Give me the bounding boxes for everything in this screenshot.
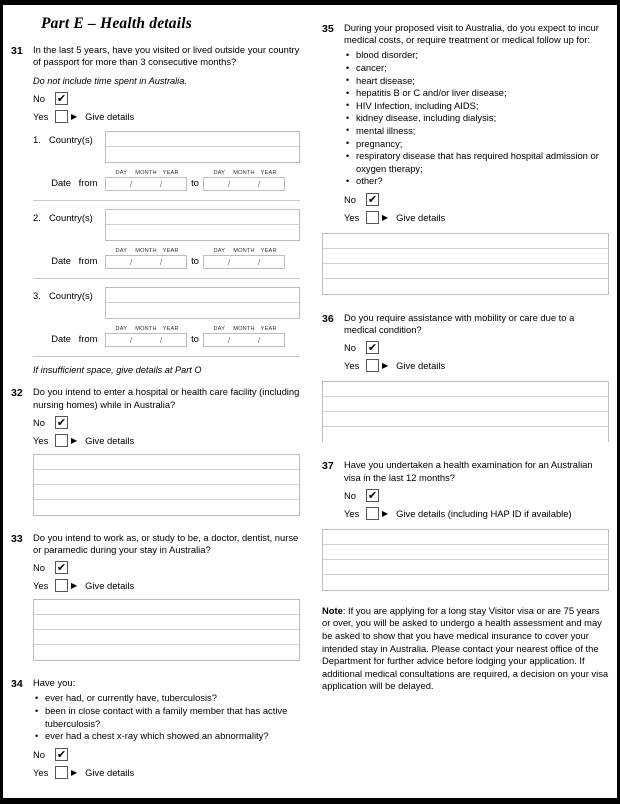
month-caption: MONTH (135, 248, 157, 255)
question-32 (11, 386, 300, 515)
yes-label: Yes (344, 360, 360, 372)
day-caption: DAY (213, 248, 226, 255)
question-number: 33 (11, 532, 23, 545)
question-35 (322, 22, 609, 224)
country-row-3 (33, 287, 300, 319)
no-label: No (33, 748, 45, 760)
country-index: 3. (33, 290, 41, 302)
list-item: • hepatitis B or C and/or liver disease; (344, 87, 609, 100)
year-caption: YEAR (260, 248, 277, 255)
country-row-1 (33, 131, 300, 163)
slash: / (257, 257, 261, 268)
day-caption: DAY (213, 170, 226, 177)
slash: / (129, 257, 133, 268)
answer-no-row[interactable] (33, 92, 300, 105)
question-34 (11, 677, 300, 779)
two-column-layout (3, 5, 617, 798)
date-from-2[interactable] (105, 248, 187, 269)
list-item: • cancer; (344, 62, 609, 75)
slash: / (129, 179, 133, 190)
day-caption: DAY (115, 170, 128, 177)
answer-yes-row[interactable] (344, 507, 609, 520)
yes-label: Yes (33, 580, 49, 592)
yes-label: Yes (344, 211, 360, 223)
date-to-3[interactable] (203, 326, 285, 347)
list-item: • mental illness; (344, 125, 609, 138)
yes-checkbox[interactable] (55, 110, 68, 123)
answer-yes-row[interactable] (344, 359, 609, 372)
no-checkbox[interactable]: ✔ (56, 747, 67, 761)
arrow-right-icon: ▶ (382, 361, 389, 371)
question-37 (322, 459, 609, 519)
answer-yes-row[interactable] (33, 434, 300, 447)
divider (33, 356, 300, 357)
question-text: During your proposed visit to Australia, do you expect to incur medical costs, or require treatment or medical follow up for: (344, 22, 599, 46)
list-item: • blood disorder; (344, 49, 609, 62)
day-caption: DAY (115, 248, 128, 255)
list-item: • kidney disease, including dialysis; (344, 112, 609, 125)
from-label: from (78, 333, 98, 345)
to-label: to (191, 333, 199, 345)
country-label: Country(s) (49, 212, 93, 224)
no-checkbox[interactable]: ✔ (367, 341, 378, 355)
right-column (310, 11, 609, 798)
slash: / (227, 179, 231, 190)
yes-label: Yes (33, 766, 49, 778)
question-number: 31 (11, 45, 23, 57)
answer-box-35[interactable] (322, 233, 609, 295)
yes-checkbox[interactable] (366, 211, 379, 224)
slash: / (257, 335, 261, 346)
list-item: • heart disease; (344, 75, 609, 88)
date-row-1 (33, 170, 300, 191)
give-details-label: Give details (85, 580, 135, 592)
answer-no-row[interactable] (344, 489, 609, 502)
no-checkbox[interactable]: ✔ (56, 92, 67, 106)
give-details-label: Give details (396, 211, 446, 223)
question-hint: Do not include time spent in Australia. (33, 76, 187, 87)
no-checkbox[interactable]: ✔ (367, 192, 378, 206)
month-caption: MONTH (233, 326, 255, 333)
yes-checkbox[interactable] (366, 359, 379, 372)
question-31 (11, 44, 300, 357)
list-item: • other? (344, 175, 609, 188)
no-label: No (33, 416, 45, 428)
from-label: from (78, 177, 98, 189)
give-details-label: Give details (85, 434, 135, 446)
day-caption: DAY (115, 326, 128, 333)
question-text: In the last 5 years, have you visited or lived outside your country of passport for more than 3 consecutive months? (33, 44, 300, 68)
date-to-2[interactable] (203, 248, 285, 269)
note-body: : If you are applying for a long stay Visitor visa or are 75 years or over, you will be asked to undergo a health assessment and may be asked to show that you have medical insurance to cover your intended stay in Australia. Please contact your nearest office of the Department for further advice before lodging your application. If additional medical consultations are required, a decision on your visa application will be delayed. (322, 604, 609, 692)
answer-box-32[interactable] (33, 454, 300, 516)
page-title: Part E – Health details (41, 15, 192, 32)
day-caption: DAY (213, 326, 226, 333)
from-label: from (78, 255, 98, 267)
no-label: No (33, 562, 45, 574)
slash: / (159, 257, 163, 268)
date-from-3[interactable] (105, 326, 187, 347)
arrow-right-icon: ▶ (71, 581, 78, 591)
answer-no-row[interactable] (344, 341, 609, 354)
month-caption: MONTH (233, 248, 255, 255)
divider (33, 278, 300, 279)
give-details-label: Give details (85, 766, 135, 778)
question-text: Do you intend to work as, or study to be, a doctor, dentist, nurse or paramedic during your stay in Australia? (33, 531, 299, 556)
no-checkbox[interactable]: ✔ (367, 488, 378, 502)
arrow-right-icon: ▶ (71, 112, 78, 122)
question-number: 32 (11, 387, 23, 400)
question-text: Have you: (33, 677, 76, 689)
yes-label: Yes (344, 507, 360, 519)
question-number: 34 (11, 678, 23, 691)
country-row-2 (33, 209, 300, 241)
answer-yes-row[interactable] (33, 110, 300, 123)
yes-label: Yes (33, 434, 49, 446)
no-checkbox[interactable]: ✔ (56, 561, 67, 575)
answer-no-row[interactable] (33, 416, 300, 429)
country-label: Country(s) (49, 290, 93, 302)
date-from-1[interactable] (105, 170, 187, 191)
question-text: Do you intend to enter a hospital or health care facility (including nursing homes) while in Australia? (33, 386, 300, 410)
slash: / (129, 335, 133, 346)
question-35-bullets (344, 49, 609, 188)
slash: / (227, 257, 231, 268)
insufficient-space-note: If insufficient space, give details at Part O (33, 365, 202, 376)
no-checkbox[interactable]: ✔ (56, 415, 67, 429)
year-caption: YEAR (162, 326, 179, 333)
country-input-1[interactable] (105, 131, 300, 163)
list-item: • ever had, or currently have, tuberculosis? (33, 692, 300, 705)
arrow-right-icon: ▶ (71, 435, 78, 445)
divider (33, 200, 300, 201)
no-label: No (344, 489, 356, 501)
answer-yes-row[interactable] (344, 211, 609, 224)
question-number: 37 (322, 460, 334, 473)
country-label: Country(s) (49, 134, 93, 146)
give-details-label: Give details (396, 360, 446, 372)
give-details-label: Give details (including HAP ID if available) (396, 507, 572, 519)
list-item: • respiratory disease that has required hospital admission or oxygen therapy; (344, 150, 609, 175)
country-input-3[interactable] (105, 287, 300, 319)
month-caption: MONTH (135, 170, 157, 177)
year-caption: YEAR (162, 170, 179, 177)
arrow-right-icon: ▶ (71, 767, 78, 777)
answer-yes-row[interactable] (33, 579, 300, 592)
date-label: Date (51, 333, 71, 345)
answer-no-row[interactable] (344, 193, 609, 206)
answer-box-33[interactable] (33, 599, 300, 661)
year-caption: YEAR (260, 326, 277, 333)
no-label: No (33, 93, 45, 105)
yes-checkbox[interactable] (55, 766, 68, 779)
date-row-3 (33, 326, 300, 347)
list-item: • ever had a chest x-ray which showed an abnormality? (33, 730, 300, 743)
slash: / (159, 335, 163, 346)
note-block (322, 605, 609, 693)
question-text: Have you undertaken a health examination for an Australian visa in the last 12 months? (344, 459, 593, 483)
year-caption: YEAR (162, 248, 179, 255)
yes-checkbox[interactable] (55, 579, 68, 592)
year-caption: YEAR (260, 170, 277, 177)
yes-checkbox[interactable] (55, 434, 68, 447)
to-label: to (191, 255, 199, 267)
give-details-label: Give details (85, 111, 135, 123)
slash: / (159, 179, 163, 190)
country-input-2[interactable] (105, 209, 300, 241)
question-number: 35 (322, 23, 334, 35)
list-item: • been in close contact with a family member that has active tuberculosis? (33, 705, 300, 730)
answer-no-row[interactable] (33, 561, 300, 574)
question-33 (11, 532, 300, 661)
no-label: No (344, 342, 356, 354)
month-caption: MONTH (135, 326, 157, 333)
date-row-2 (33, 248, 300, 269)
date-to-1[interactable] (203, 170, 285, 191)
list-item: • HIV Infection, including AIDS; (344, 100, 609, 113)
date-label: Date (51, 177, 71, 189)
to-label: to (191, 177, 199, 189)
question-34-bullets (33, 692, 300, 742)
arrow-right-icon: ▶ (382, 212, 389, 222)
question-36 (322, 312, 609, 372)
slash: / (227, 335, 231, 346)
yes-checkbox[interactable] (366, 507, 379, 520)
country-index: 1. (33, 134, 41, 146)
no-label: No (344, 193, 356, 205)
yes-label: Yes (33, 111, 49, 123)
question-text: Do you require assistance with mobility or care due to a medical condition? (344, 311, 575, 336)
note-label: Note (322, 604, 343, 616)
answer-yes-row[interactable] (33, 766, 300, 779)
country-index: 2. (33, 212, 41, 224)
answer-box-37[interactable] (322, 529, 609, 591)
date-label: Date (51, 255, 71, 267)
list-item: • pregnancy; (344, 138, 609, 151)
arrow-right-icon: ▶ (382, 508, 389, 518)
left-column (11, 11, 310, 798)
month-caption: MONTH (233, 170, 255, 177)
slash: / (257, 179, 261, 190)
answer-no-row[interactable] (33, 748, 300, 761)
answer-box-36[interactable] (322, 381, 609, 442)
question-number: 36 (322, 312, 334, 325)
